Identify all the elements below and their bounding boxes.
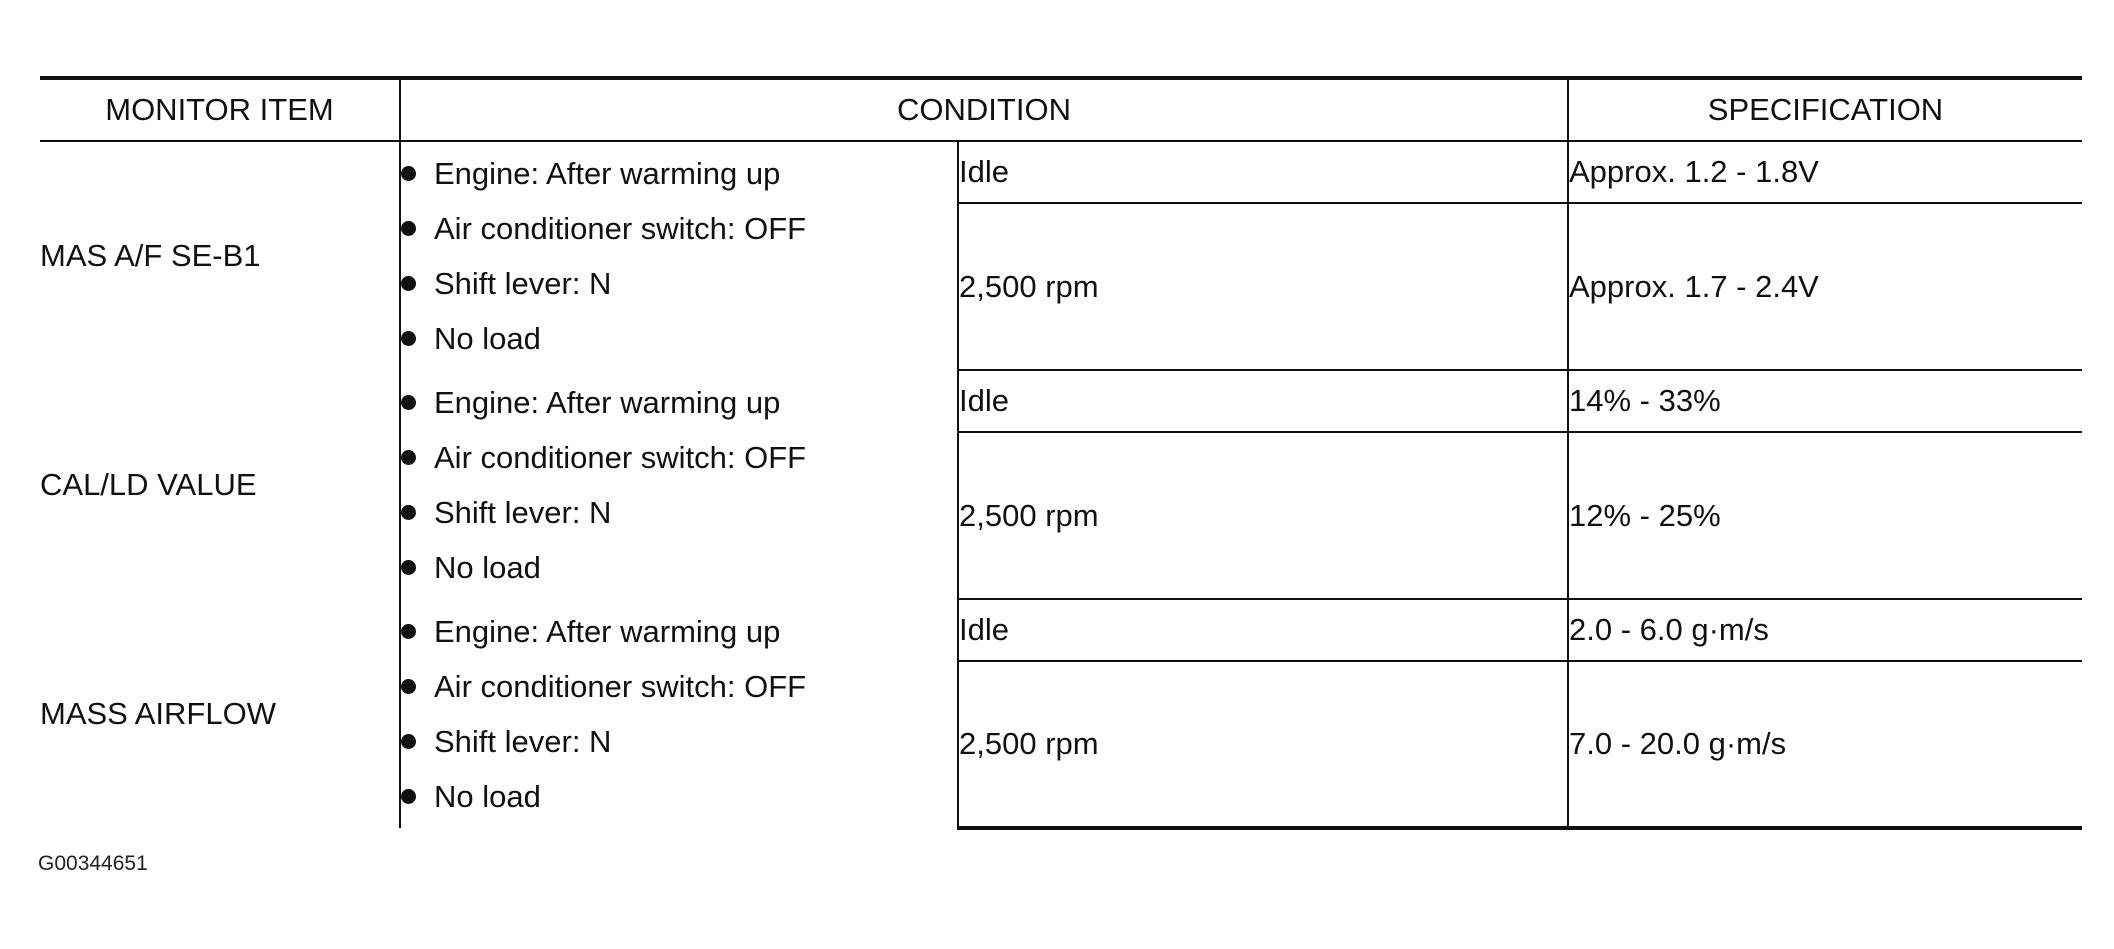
condition-list [401,146,957,366]
bullet-icon [401,560,416,575]
bullet-icon [401,166,416,181]
table-row [40,141,2082,203]
condition-item: Engine: After warming up [401,146,957,201]
condition-item: Engine: After warming up [401,375,957,430]
bullet-icon [401,450,416,465]
engine-state: 2,500 rpm [958,432,1568,599]
spec-value: 14% - 33% [1568,370,2082,432]
condition-item: Shift lever: N [401,485,957,540]
condition-item: Shift lever: N [401,714,957,769]
table-row [40,599,2082,661]
condition-list-cell [400,141,958,370]
condition-item: No load [401,540,957,595]
bullet-icon [401,789,416,804]
spec-value: Approx. 1.2 - 1.8V [1568,141,2082,203]
condition-item: Shift lever: N [401,256,957,311]
bullet-icon [401,331,416,346]
spec-value: 12% - 25% [1568,432,2082,599]
bullet-icon [401,624,416,639]
spec-table [40,76,2082,830]
engine-state: 2,500 rpm [958,203,1568,370]
engine-state: Idle [958,599,1568,661]
monitor-item: MASS AIRFLOW [40,695,276,731]
spec-value: 7.0 - 20.0 g·m/s [1568,661,2082,828]
condition-item: Air conditioner switch: OFF [401,659,957,714]
condition-list [401,375,957,595]
engine-state: 2,500 rpm [958,661,1568,828]
condition-item: Air conditioner switch: OFF [401,201,957,256]
bullet-icon [401,734,416,749]
bullet-icon [401,679,416,694]
header-monitor-item: MONITOR ITEM [40,78,400,141]
monitor-item: CAL/LD VALUE [40,466,257,502]
spec-value: Approx. 1.7 - 2.4V [1568,203,2082,370]
engine-state: Idle [958,370,1568,432]
condition-list [401,604,957,824]
condition-item: Engine: After warming up [401,604,957,659]
condition-list-cell [400,370,958,599]
bullet-icon [401,505,416,520]
spec-value: 2.0 - 6.0 g·m/s [1568,599,2082,661]
monitor-item: MAS A/F SE-B1 [40,238,261,273]
header-specification: SPECIFICATION [1568,78,2082,141]
condition-item: Air conditioner switch: OFF [401,430,957,485]
bullet-icon [401,276,416,291]
condition-list-cell [400,599,958,828]
table-row [40,370,2082,432]
bullet-icon [401,221,416,236]
header-condition: CONDITION [400,78,1568,141]
condition-item: No load [401,769,957,824]
condition-item: No load [401,311,957,366]
header-row [40,78,2082,141]
figure-id: G00344651 [38,852,148,875]
engine-state: Idle [958,141,1568,203]
bullet-icon [401,395,416,410]
